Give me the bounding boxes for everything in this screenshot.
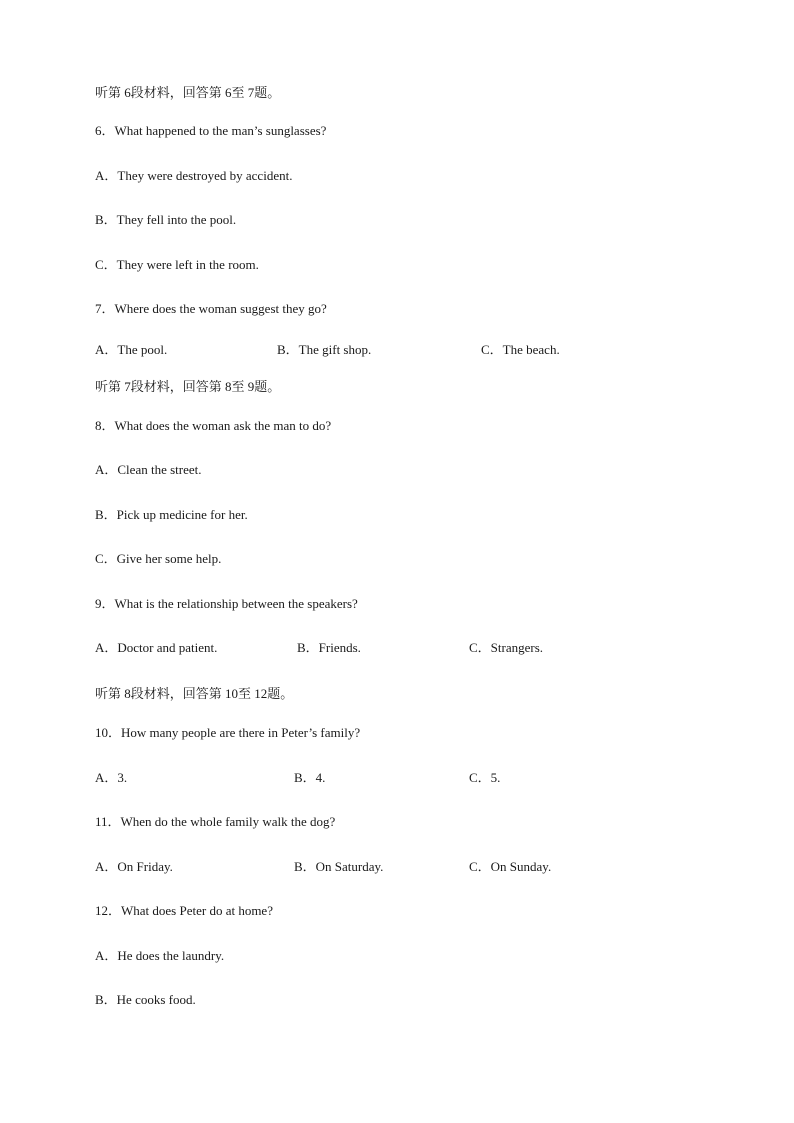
q8-option-b: B．Pick up medicine for her. (95, 507, 248, 522)
q7-option-c: C．The beach. (481, 342, 560, 357)
section-heading-7: 听第 7段材料，回答第 8至 9题。 (95, 379, 281, 394)
q10-option-b: B．4. (294, 770, 326, 785)
question-8: 8．What does the woman ask the man to do? (95, 418, 332, 433)
question-6: 6．What happened to the man’s sunglasses? (95, 123, 327, 138)
q7-option-a: A．The pool. (95, 342, 168, 357)
q11-option-a: A．On Friday. (95, 859, 173, 874)
q6-option-c: C．They were left in the room. (95, 257, 259, 272)
section-heading-8: 听第 8段材料，回答第 10至 12题。 (95, 686, 294, 701)
q12-option-a: A．He does the laundry. (95, 948, 225, 963)
section-heading-6: 听第 6段材料，回答第 6至 7题。 (95, 85, 281, 100)
q9-option-b: B．Friends. (297, 640, 361, 655)
q11-option-b: B．On Saturday. (294, 859, 384, 874)
q10-option-c: C．5. (469, 770, 501, 785)
q9-option-c: C．Strangers. (469, 640, 544, 655)
question-7: 7．Where does the woman suggest they go? (95, 301, 327, 316)
q12-option-b: B．He cooks food. (95, 992, 196, 1007)
q10-option-a: A．3. (95, 770, 128, 785)
q8-option-c: C．Give her some help. (95, 551, 222, 566)
q8-option-a: A．Clean the street. (95, 462, 202, 477)
q7-option-b: B．The gift shop. (277, 342, 372, 357)
q11-option-c: C．On Sunday. (469, 859, 552, 874)
q9-option-a: A．Doctor and patient. (95, 640, 218, 655)
question-9: 9．What is the relationship between the speakers? (95, 596, 358, 611)
q6-option-a: A．They were destroyed by accident. (95, 168, 293, 183)
question-11: 11．When do the whole family walk the dog? (95, 814, 336, 829)
question-12: 12．What does Peter do at home? (95, 903, 273, 918)
question-10: 10．How many people are there in Peter’s family? (95, 725, 361, 740)
q6-option-b: B．They fell into the pool. (95, 212, 237, 227)
